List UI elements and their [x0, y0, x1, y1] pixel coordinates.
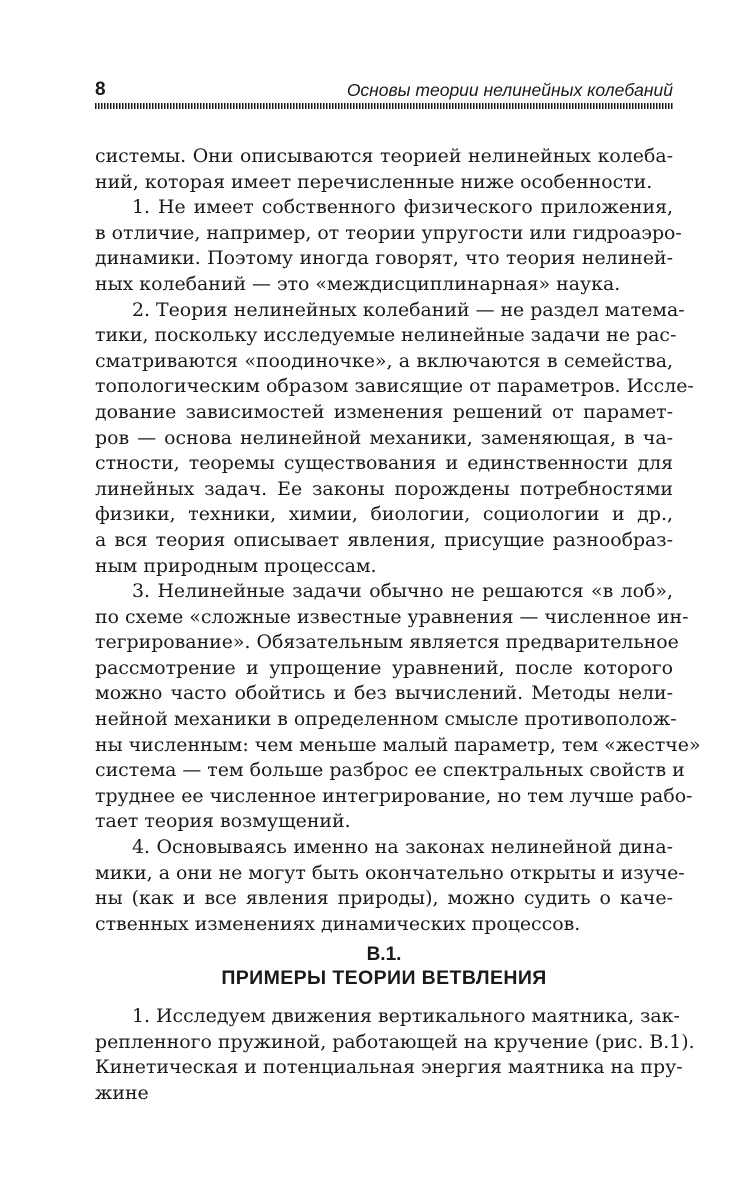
text-line: 1. Не имеет собственного физического приложения, — [132, 196, 673, 219]
text-line: ственных изменениях динамических процессов. — [95, 912, 581, 935]
section-number: В.1. — [366, 944, 402, 965]
text-line: 2. Теория нелинейных колебаний — не раздел матема- — [132, 298, 685, 321]
text-line: в отличие, например, от теории упругости или гидроаэро- — [95, 221, 682, 244]
text-line: ным природным процессам. — [95, 554, 377, 577]
text-line: 1. Исследуем движения вертикального маятника, зак- — [132, 1005, 680, 1027]
section-text — [95, 1004, 695, 1106]
text-line: труднее ее численное интегрирование, но тем лучше рабо- — [95, 784, 693, 807]
text-line: ров — основа нелинейной механики, заменяющая, в ча- — [95, 426, 673, 449]
text-line: топологическим образом зависящие от параметров. Иссле- — [95, 375, 694, 398]
text-line: дование зависимостей изменения решений от парамет- — [95, 400, 673, 423]
text-line: мики, а они не могут быть окончательно открыты и изуче- — [95, 861, 685, 884]
text-line: стности, теоремы существования и единственности для — [95, 452, 673, 475]
text-line: тает теория возмущений. — [95, 810, 351, 833]
main-text — [95, 144, 701, 937]
text-line: 3. Нелинейные задачи обычно не решаются «в лоб», — [132, 580, 673, 603]
text-line: нейной механики в определенном смысле противополож- — [95, 708, 677, 731]
text-line: линейных задач. Ее законы порождены потребностями — [95, 477, 673, 500]
header-rule — [95, 103, 673, 109]
text-line: сматриваются «поодиночке», а включаются в семейства, — [95, 349, 673, 372]
page-header — [95, 79, 673, 101]
text-line: ны численным: чем меньше малый параметр, тем «жестче» — [95, 733, 701, 756]
running-title: Основы теории нелинейных колебаний — [346, 80, 673, 100]
text-line: жине — [95, 1081, 149, 1104]
text-line: тики, поскольку исследуемые нелинейные задачи не рас- — [95, 324, 677, 347]
text-line: физики, техники, химии, биологии, социологии и др., — [95, 503, 673, 526]
section-title: ПРИМЕРЫ ТЕОРИИ ВЕТВЛЕНИЯ — [221, 967, 547, 989]
text-line: тегрирование». Обязательным является предварительное — [95, 631, 679, 654]
text-line: 4. Основываясь именно на законах нелинейной дина- — [132, 836, 673, 859]
text-line: рассмотрение и упрощение уравнений, после которого — [95, 656, 673, 679]
text-line: системы. Они описываются теорией нелинейных колеба- — [95, 145, 673, 167]
text-line: динамики. Поэтому иногда говорят, что теория нелиней- — [95, 247, 673, 270]
text-line: репленного пружиной, работающей на кручение (рис. В.1). — [95, 1030, 695, 1053]
text-line: ний, которая имеет перечисленные ниже особенности. — [95, 170, 653, 193]
text-line: ны (как и все явления природы), можно судить о каче- — [95, 887, 673, 910]
page-number: 8 — [95, 79, 106, 100]
text-line: ных колебаний — это «междисциплинарная» наука. — [95, 272, 621, 295]
text-line: можно часто обойтись и без вычислений. Методы нели- — [95, 682, 673, 705]
text-line: а вся теория описывает явления, присущие разнообраз- — [95, 528, 673, 551]
text-line: система — тем больше разброс ее спектральных свойств и — [95, 759, 685, 782]
text-line: Кинетическая и потенциальная энергия маятника на пру- — [95, 1056, 683, 1079]
text-line: по схеме «сложные известные уравнения — численное ин- — [95, 605, 689, 628]
